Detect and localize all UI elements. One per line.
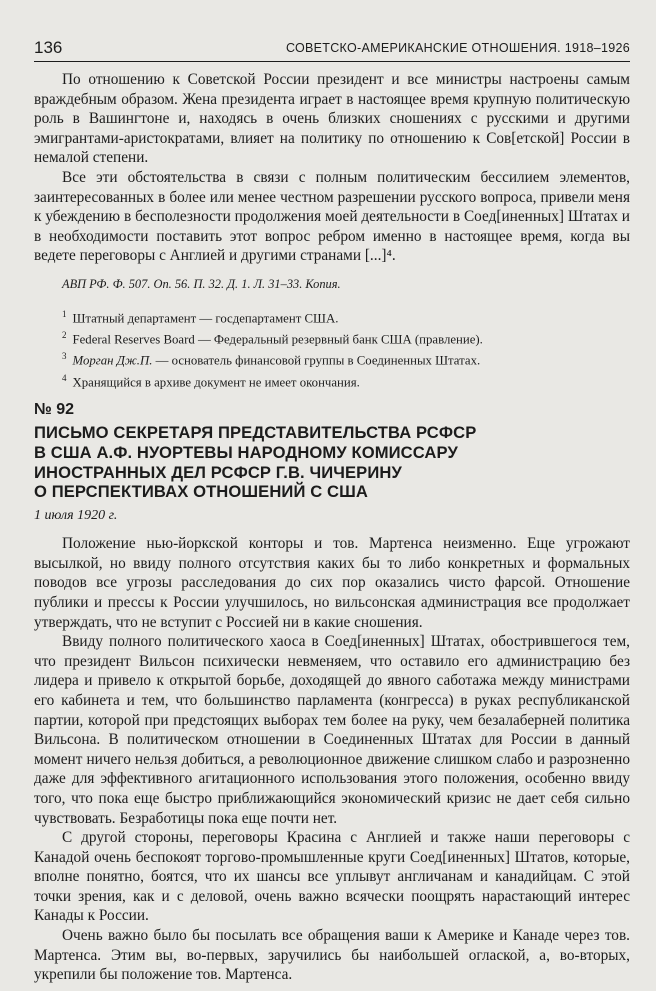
footnote: $^1$ Штатный департамент — госдепартамент США. [62,308,339,326]
document-number: № 92 [34,401,75,418]
title-line: В США А.Ф. НУОРТЕВЫ НАРОДНОМУ КОМИССАРУ [34,442,458,462]
footnotes [34,306,630,391]
archive-source: АВП РФ. Ф. 507. Оп. 56. П. 32. Д. 1. Л. 31–33. Копия. [62,276,341,291]
body-paragraph: Положение нью-йоркской конторы и тов. Мартенса неизменно. Еще угрожают высылкой, но ввиду полного отсутствия каких бы то либо конкретных и формальных поводов все угрозы расследования до сих пор оказались чисто фарсой. Отношение публики и прессы к России улучшилось, но вильсонская администрация все продолжает утверждать, что не вступит с Россией ни в какие сношения. [34,535,630,631]
footnote: $^3$ Морган Дж.П. — основатель финансовой группы в Соединенных Штатах. [62,351,481,368]
page-body [34,70,630,985]
page-number: 136 [34,38,63,57]
intro-paragraph: Все эти обстоятельства в связи с полным политическим бессилием элементов, заинтересованных в более или менее честном разрешении русского вопроса, привели меня к убеждению в бесполезности продолжения моей деятельности в Соед[иненных] Штатах и в необходимости поставить этот вопрос ребром именно в настоящее время, когда вы ведете переговоры с Англией и другими странами [...]⁴. [34,168,630,265]
body-paragraph: Ввиду полного политического хаоса в Соед[иненных] Штатах, обострившегося тем, что президент Вильсон психически невменяем, что оставило его администрацию без лидера и привело к открытой борьбе, доходящей до явного саботажа между министрами его кабинета и тем, что большинство парламента (конгресса) в руках республиканской партии, которой при предстоящих выборах тем более на руку, чем безалаберней политика Вильсона. В политическом отношении в Соединенных Штатах для России в данный момент ничего нельзя добиться, а революционное движение слишком слабо и разрозненно даже для эффективного агитационного использования этого положения, особенно ввиду того, что пока еще быстро приближающийся экономический кризис не дает себя сильно чувствовать. Безработицы пока еще почти нет. [34,633,630,827]
document-title [34,423,630,502]
footnote: $^4$ Хранящийся в архиве документ не имеет окончания. [62,372,360,389]
document-date: 1 июля 1920 г. [34,508,118,524]
title-line: ИНОСТРАННЫХ ДЕЛ РСФСР Г.В. ЧИЧЕРИНУ [34,462,402,482]
body-paragraph: С другой стороны, переговоры Красина с Англией и также наши переговоры с Канадой очень беспокоят торгово-промышленные круги Соед[иненных] Штатов, которые, вполне понятно, боятся, что их шансы все уплывут англичанам и канадийцам. С этой точки зрения, как и с деловой, очень важно всячески поощрять нарастающий интерес Канады к России. [34,829,630,925]
page-header [34,36,630,62]
running-title: СОВЕТСКО-АМЕРИКАНСКИЕ ОТНОШЕНИЯ. 1918–1926 [285,41,630,55]
title-line: ПИСЬМО СЕКРЕТАРЯ ПРЕДСТАВИТЕЛЬСТВА РСФСР [34,423,477,442]
title-line: О ПЕРСПЕКТИВАХ ОТНОШЕНИЙ С США [34,482,368,502]
header-rule [34,61,630,62]
intro-paragraph: По отношению к Советской России президент и все министры настроены самым враждебным образом. Жена президента играет в настоящее время крупную политическую роль в Вашингтоне и, находясь в очень близких сношениях с русскими и другими эмигрантами-аристократами, влияет на политику по отношению к Сов[етской] России в немалой степени. [34,71,630,167]
footnote: $^2$ Federal Reserves Board — Федеральный резервный банк США (правление). [62,330,483,347]
body-paragraph: Очень важно было бы посылать все обращения ваши к Америке и Канаде через тов. Мартенса. Этим вы, во-первых, заручились бы наибольшей оглаской, а, во-вторых, укрепили бы положение тов. Мартенса. [34,927,630,984]
